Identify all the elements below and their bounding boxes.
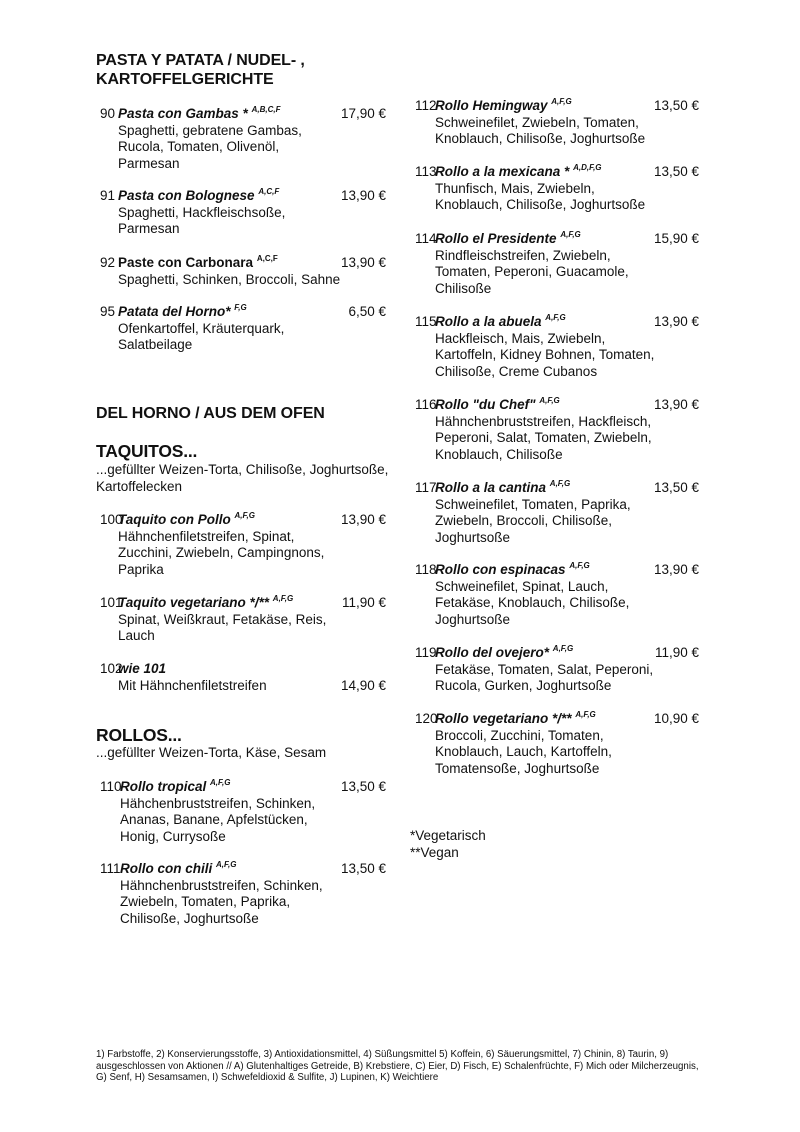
item-name-text: Rollo tropical	[120, 779, 207, 794]
description-line: Spaghetti, Hackfleischsoße,	[118, 204, 286, 220]
item-number: 114	[415, 231, 437, 246]
taquitos-subtitle: ...gefüllter Weizen-Torta, Chilisoße, Joghurtsoße, Kartoffelecken	[96, 462, 389, 494]
item-name	[118, 595, 293, 612]
description-line: Hähnchenbruststreifen, Schinken,	[120, 877, 323, 893]
description-line: Knoblauch, Chilisoße, Joghurtsoße	[435, 131, 646, 147]
item-name-text: Rollo a la abuela	[435, 314, 542, 329]
description-line: Joghurtsoße	[435, 529, 511, 545]
item-name-text: Patata del Horno*	[118, 304, 231, 319]
allergen-codes: A,C,F	[256, 254, 278, 263]
item-number: 101	[100, 595, 123, 610]
item-price: 6,50 €	[348, 304, 386, 319]
description-line: Peperoni, Salat, Tomaten, Zwiebeln,	[435, 430, 652, 446]
description-line: Ananas, Banane, Apfelstücken,	[120, 812, 308, 828]
allergen-codes: A,F,G	[234, 511, 255, 520]
item-name	[118, 255, 278, 272]
description-line: Schweinefilet, Zwiebeln, Tomaten,	[435, 114, 639, 130]
item-description	[435, 414, 652, 464]
item-price: 13,90 €	[340, 255, 386, 270]
item-price: 10,90 €	[653, 711, 699, 726]
item-description	[435, 248, 629, 298]
rollos-subtitle: ...gefüllter Weizen-Torta, Käse, Sesam	[96, 745, 327, 760]
description-line: Zwiebeln, Broccoli, Chilisoße,	[435, 513, 613, 529]
item-price: 13,90 €	[340, 512, 386, 527]
description-line: Spinat, Weißkraut, Fetakäse, Reis,	[118, 611, 327, 627]
item-description	[118, 612, 326, 645]
item-description	[118, 205, 285, 238]
item-price: 13,50 €	[340, 861, 386, 876]
item-name	[435, 645, 573, 662]
item-description	[435, 662, 653, 695]
item-price: 17,90 €	[340, 106, 386, 121]
item-name	[435, 98, 572, 115]
allergen-codes: A,C,F	[258, 187, 280, 196]
description-line: Ofenkartoffel, Kräuterquark,	[118, 320, 285, 336]
item-description	[118, 678, 267, 695]
description-line: Parmesan	[118, 155, 180, 171]
item-number: 102	[100, 661, 123, 676]
allergen-footnote: 1) Farbstoffe, 2) Konservierungsstoffe, 3) Antioxidationsmittel, 4) Süßungsmittel 5) Koffein, 6) Säuerungsmittel, 7) Chinin, 8) Taurin, 9) ausgeschlossen von Aktionen // A) Glutenhaltiges Getreide, B) Krebstiere, C) Eier, D) Fisch, E) Schalenfrüchte, F) Mich oder Milcherzeugnis, G) Senf, H) Sesamsamen, I) Schwefeldioxid & Sulfite, J) Lupinen, K) Weichtiere	[96, 1049, 699, 1084]
item-number: 100	[100, 512, 123, 527]
description-line: Zwiebeln, Tomaten, Paprika,	[120, 894, 291, 910]
item-name	[118, 188, 279, 205]
description-line: Thunfisch, Mais, Zwiebeln,	[435, 180, 595, 196]
item-name-text: Rollo "du Chef"	[435, 397, 536, 412]
allergen-codes: A,D,F,G	[573, 163, 602, 172]
item-name	[435, 231, 581, 248]
item-name	[435, 397, 560, 414]
description-line: Spaghetti, gebratene Gambas,	[118, 122, 302, 138]
item-number: 115	[415, 314, 437, 329]
item-name-text: Rollo con espinacas	[435, 562, 566, 577]
description-line: Lauch	[118, 628, 155, 644]
description-line: Chilisoße, Creme Cubanos	[435, 363, 598, 379]
item-price: 13,50 €	[653, 98, 699, 113]
item-number: 120	[415, 711, 438, 726]
item-number: 91	[100, 188, 116, 203]
description-line: Hackfleisch, Mais, Zwiebeln,	[435, 330, 606, 346]
description-line: Hähnchenbruststreifen, Hackfleisch,	[435, 413, 652, 429]
item-number: 111	[100, 861, 121, 876]
description-line: Honig, Currysoße	[120, 828, 226, 844]
description-line: Joghurtsoße	[435, 611, 511, 627]
item-number: 118	[415, 562, 437, 577]
allergen-codes: A,F,G	[575, 710, 596, 719]
item-name	[435, 314, 566, 331]
item-number: 92	[100, 255, 116, 270]
item-description	[435, 115, 645, 148]
allergen-codes: A,F,G	[216, 860, 237, 869]
description-line: Chilisoße	[435, 280, 492, 296]
item-price: 11,90 €	[341, 595, 386, 610]
description-line: Paprika	[118, 561, 164, 577]
item-number: 95	[100, 304, 116, 319]
item-name	[118, 106, 280, 123]
description-line: Zucchini, Zwiebeln, Campingnons,	[118, 545, 325, 561]
description-line: Schweinefilet, Tomaten, Paprika,	[435, 496, 631, 512]
legend	[410, 827, 486, 861]
description-line: Fetakäse, Knoblauch, Chilisoße,	[435, 595, 630, 611]
item-name-text: Taquito vegetariano */**	[118, 595, 270, 610]
item-price: 15,90 €	[653, 231, 699, 246]
item-name-text: Pasta con Bolognese	[118, 188, 255, 203]
item-price: 13,90 €	[653, 397, 699, 412]
item-number: 90	[100, 106, 116, 121]
item-price: 11,90 €	[654, 645, 699, 660]
item-name	[435, 562, 590, 579]
allergen-codes: A,F,G	[569, 561, 590, 570]
description-line: Knoblauch, Chilisoße, Joghurtsoße	[435, 197, 646, 213]
item-description	[435, 579, 629, 629]
item-number: 112	[415, 98, 437, 113]
description-line: Broccoli, Zucchini, Tomaten,	[435, 727, 604, 743]
item-number: 116	[415, 397, 437, 412]
description-line: Rindfleischstreifen, Zwiebeln,	[435, 247, 611, 263]
allergen-codes: A,F,G	[272, 594, 294, 603]
legend-vegan: **Vegan	[410, 845, 459, 860]
allergen-codes: A,F,G	[539, 396, 560, 405]
section-title-taquitos: TAQUITOS...	[96, 441, 198, 461]
item-name-text: Rollo Hemingway	[435, 98, 548, 113]
allergen-codes: A,B,C,F	[251, 105, 281, 114]
item-number: 119	[415, 645, 437, 660]
item-name	[120, 861, 236, 878]
description-line: Parmesan	[118, 221, 180, 237]
item-name-text: Rollo a la mexicana *	[435, 164, 570, 179]
item-name	[118, 304, 247, 321]
item-name-text: Paste con Carbonara	[118, 255, 254, 270]
item-description	[120, 796, 315, 846]
description-line: Fetakäse, Tomaten, Salat, Peperoni,	[435, 661, 654, 677]
description-line: Salatbeilage	[118, 337, 193, 353]
item-price: 13,50 €	[340, 779, 386, 794]
legend-vegetarian: *Vegetarisch	[410, 828, 486, 843]
item-description	[118, 321, 284, 354]
item-name-text: Rollo con chili	[120, 861, 213, 876]
item-name	[435, 711, 596, 728]
item-price: 13,90 €	[340, 188, 386, 203]
item-name-text: Rollo del ovejero*	[435, 645, 550, 660]
item-price: 13,90 €	[653, 562, 699, 577]
allergen-codes: A,F,G	[551, 97, 572, 106]
description-line: Mit Hähnchenfiletstreifen	[118, 677, 267, 693]
allergen-codes: A,F,G	[560, 230, 581, 239]
item-name-text: Rollo vegetariano */**	[435, 711, 572, 726]
section-title-pasta: PASTA Y PATATA / NUDEL- , KARTOFFELGERICHTE	[96, 52, 305, 88]
item-number: 117	[415, 480, 437, 495]
item-price: 13,90 €	[653, 314, 699, 329]
item-description	[435, 331, 654, 381]
item-price: 14,90 €	[340, 677, 386, 693]
item-description	[118, 123, 302, 173]
item-description	[435, 497, 631, 547]
item-price: 13,50 €	[653, 480, 699, 495]
allergen-codes: F,G	[234, 303, 247, 312]
description-line: Chilisoße, Joghurtsoße	[120, 910, 259, 926]
allergen-codes: A,F,G	[210, 778, 231, 787]
description-line: Knoblauch, Chilisoße	[435, 446, 563, 462]
description-line: Rucola, Tomaten, Olivenöl,	[118, 139, 280, 155]
description-line: Tomatensoße, Joghurtsoße	[435, 760, 600, 776]
item-description	[435, 181, 645, 214]
item-name	[118, 512, 255, 529]
description-line: Spaghetti, Schinken, Broccoli, Sahne	[118, 271, 341, 287]
description-line: Rucola, Gurken, Joghurtsoße	[435, 678, 612, 694]
section-title-rollos: ROLLOS...	[96, 725, 182, 745]
item-name	[435, 164, 602, 181]
item-name	[120, 779, 230, 796]
item-description	[118, 272, 340, 289]
item-price: 13,50 €	[653, 164, 699, 179]
item-name-text: Taquito con Pollo	[118, 512, 231, 527]
description-line: Schweinefilet, Spinat, Lauch,	[435, 578, 609, 594]
item-name-text: Pasta con Gambas *	[118, 106, 248, 121]
allergen-codes: A,F,G	[545, 313, 566, 322]
allergen-codes: A,F,G	[552, 644, 574, 653]
item-name-text: Rollo el Presidente	[435, 231, 557, 246]
allergen-codes: A,F,G	[549, 479, 571, 488]
item-description	[120, 878, 323, 928]
item-name-text: Rollo a la cantina	[435, 480, 547, 495]
item-name	[118, 661, 166, 678]
item-name	[435, 480, 570, 497]
description-line: Tomaten, Peperoni, Guacamole,	[435, 264, 629, 280]
item-description	[435, 728, 612, 778]
description-line: Hähnchenfiletstreifen, Spinat,	[118, 528, 295, 544]
description-line: Hähchenbruststreifen, Schinken,	[120, 795, 316, 811]
item-name-text: wie 101	[118, 661, 167, 676]
description-line: Kartoffeln, Kidney Bohnen, Tomaten,	[435, 347, 655, 363]
item-number: 113	[415, 164, 437, 179]
item-number: 110	[100, 779, 122, 794]
item-description	[118, 529, 324, 579]
section-title-horno: DEL HORNO / AUS DEM OFEN	[96, 405, 325, 422]
description-line: Knoblauch, Lauch, Kartoffeln,	[435, 744, 612, 760]
